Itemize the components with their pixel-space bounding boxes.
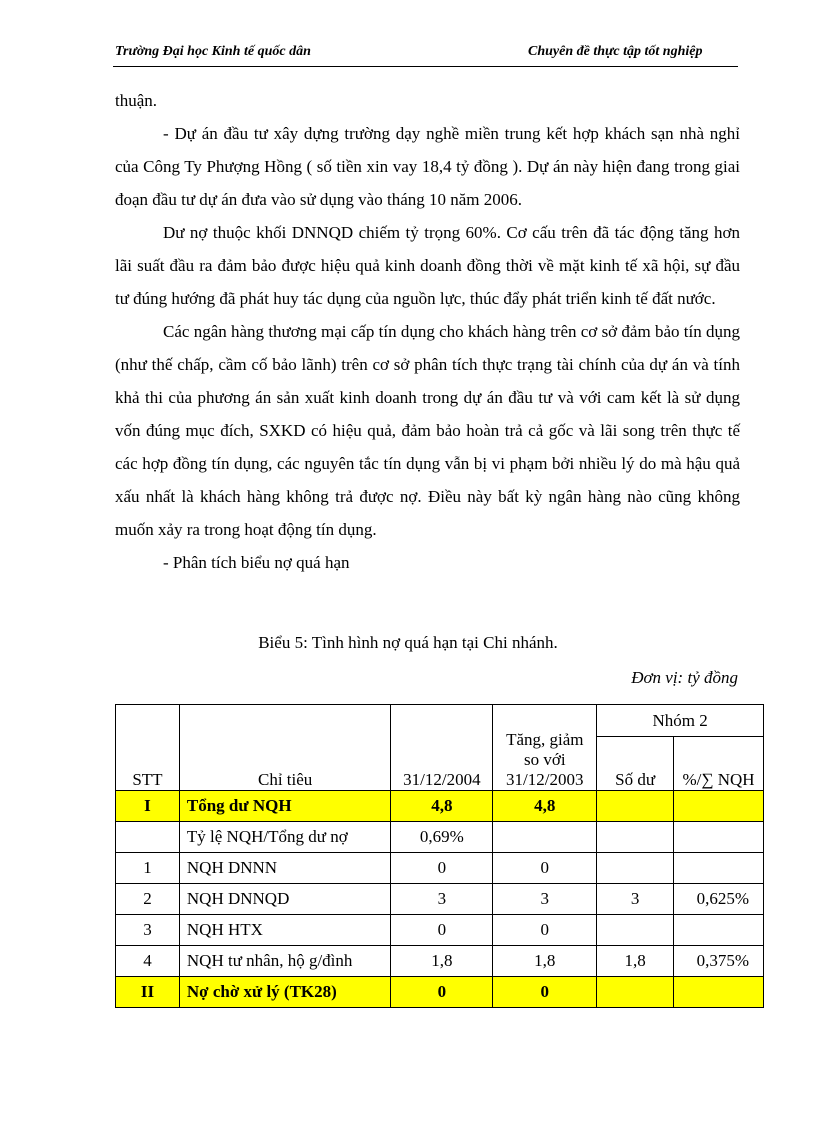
table-row [116,791,764,822]
header-group: Nhóm 2 [597,705,764,737]
cell-name: NQH HTX [179,915,391,946]
cell-pct [674,977,764,1008]
cell-name: Tỷ lệ NQH/Tổng dư nợ [179,822,391,853]
cell-balance [597,822,674,853]
overdue-debt-table [115,704,764,1008]
header-thesis-title: Chuyên đề thực tập tốt nghiệp [528,44,703,59]
paragraph-1: - Dự án đầu tư xây dựng trường dạy nghề miền trung kết hợp khách sạn nhà nghỉ của Công Ty Phượng Hồng ( số tiền xin vay 18,4 tỷ đồng ). Dự án này hiện đang trong giai đoạn đầu tư dự án đưa vào sử dụng vào tháng 10 năm 2006. [115,124,740,209]
cell-stt: 4 [116,946,180,977]
cell-stt [116,822,180,853]
cell-2004: 0 [391,977,493,1008]
cell-pct: 0,625% [674,884,764,915]
cell-change: 0 [493,977,597,1008]
header-date: 31/12/2004 [391,705,493,791]
cell-stt: 3 [116,915,180,946]
header-divider [113,66,738,67]
cell-balance [597,853,674,884]
cell-name: NQH tư nhân, hộ g/đình [179,946,391,977]
body-text [115,84,740,579]
cell-stt: I [116,791,180,822]
paragraph-3: Các ngân hàng thương mại cấp tín dụng cho khách hàng trên cơ sở đảm bảo tín dụng (như thế chấp, cầm cố bảo lãnh) trên cơ sở phân tích thực trạng tài chính của dự án và tính khả thi của phương án sản xuất kinh doanh trong dự án đầu tư và với cam kết là sử dụng vốn đúng mục đích, SXKD có hiệu quả, đảm bảo hoàn trả cả gốc và lãi song trên thực tế các hợp đồng tín dụng, các nguyên tắc tín dụng vẫn bị vi phạm bởi nhiều lý do mà hậu quả xấu nhất là khách hàng không trả được nợ. Điều này bất kỳ ngân hàng nào cũng không muốn xảy ra trong hoạt động tín dụng. [115,322,740,539]
cell-pct [674,791,764,822]
header-change: Tăng, giảm so với 31/12/2003 [493,705,597,791]
header-pct: %/∑ NQH [674,737,764,791]
cell-pct: 0,375% [674,946,764,977]
header-school: Trường Đại học Kinh tế quốc dân [115,44,311,59]
cell-name: Nợ chờ xử lý (TK28) [179,977,391,1008]
cell-name: NQH DNNN [179,853,391,884]
cell-2004: 0 [391,853,493,884]
cell-change: 3 [493,884,597,915]
cell-balance: 1,8 [597,946,674,977]
cell-name: Tổng dư NQH [179,791,391,822]
cell-2004: 0,69% [391,822,493,853]
cell-change: 0 [493,853,597,884]
table-row [116,915,764,946]
cell-2004: 1,8 [391,946,493,977]
cell-name: NQH DNNQD [179,884,391,915]
cell-change: 4,8 [493,791,597,822]
paragraph-2: Dư nợ thuộc khối DNNQD chiếm tỷ trọng 60%. Cơ cấu trên đã tác động tăng hơn lãi suất đầu ra đảm bảo được hiệu quả kinh doanh đồng thời về mặt kinh tế xã hội, sự đầu tư đúng hướng đã phát huy tác dụng của nguồn lực, thúc đẩy phát triển kinh tế đất nước. [115,223,740,308]
cell-2004: 4,8 [391,791,493,822]
table-unit: Đơn vị: tỷ đồng [631,668,738,687]
table-row [116,853,764,884]
header-balance: Số dư [597,737,674,791]
table-row [116,884,764,915]
cell-pct [674,822,764,853]
table-row [116,977,764,1008]
cell-balance [597,791,674,822]
cell-2004: 0 [391,915,493,946]
table-caption: Biểu 5: Tình hình nợ quá hạn tại Chi nhánh. [258,633,558,652]
cell-pct [674,853,764,884]
cell-balance [597,977,674,1008]
paragraph-4: - Phân tích biểu nợ quá hạn [163,553,350,572]
cell-balance: 3 [597,884,674,915]
cell-stt: II [116,977,180,1008]
cell-change: 0 [493,915,597,946]
table-row [116,946,764,977]
cell-balance [597,915,674,946]
cell-2004: 3 [391,884,493,915]
cell-change [493,822,597,853]
cell-stt: 2 [116,884,180,915]
cell-change: 1,8 [493,946,597,977]
header-stt: STT [116,705,180,791]
cell-stt: 1 [116,853,180,884]
header-name: Chỉ tiêu [179,705,391,791]
cell-pct [674,915,764,946]
table-row [116,822,764,853]
paragraph-0: thuận. [115,91,158,110]
